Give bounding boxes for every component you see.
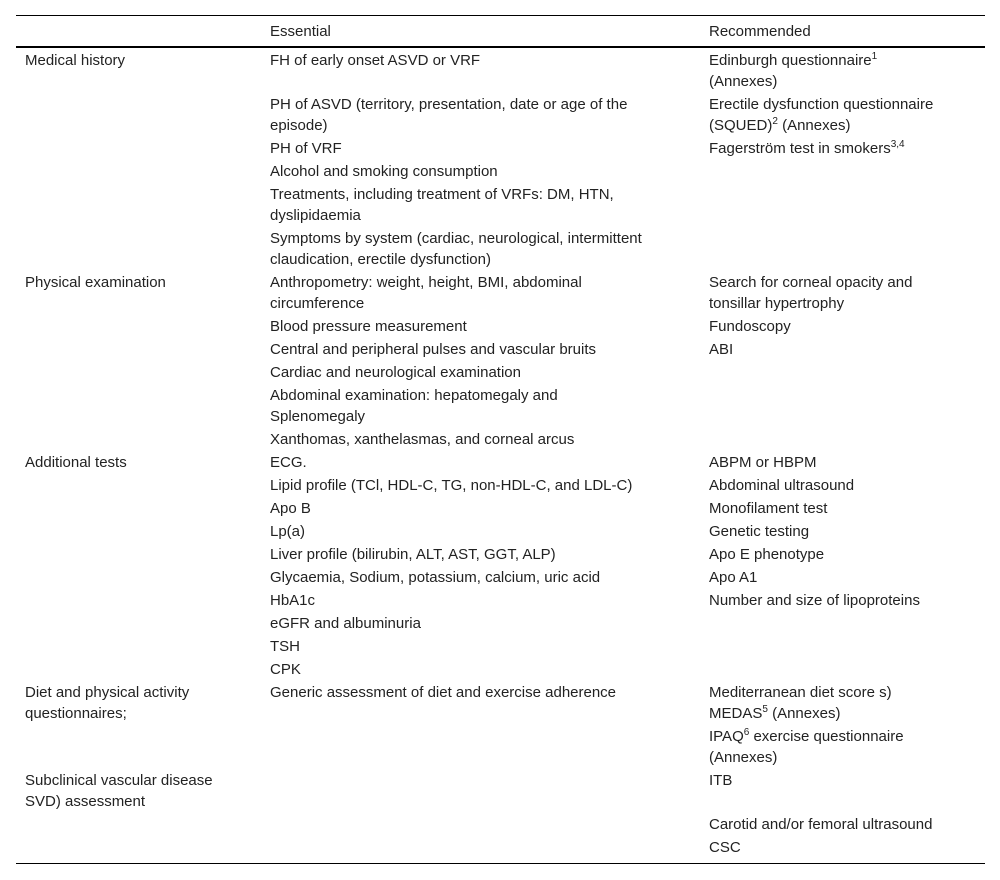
recommended-item: Mediterranean diet score s) — [709, 684, 892, 701]
category-svd-assessment: SVD) assessment — [25, 793, 146, 810]
recommended-item: Search for corneal opacity and — [709, 274, 913, 291]
essential-item: eGFR and albuminuria — [270, 615, 421, 632]
essential-item: Alcohol and smoking consumption — [270, 163, 498, 180]
recommended-text: (Annexes) — [767, 705, 841, 722]
recommended-item: (Annexes) — [709, 749, 778, 766]
top-rule — [16, 15, 985, 16]
essential-item: Abdominal examination: hepatomegaly and — [270, 387, 558, 404]
recommended-text: Edinburgh questionnaire — [709, 52, 872, 69]
recommended-text: (SQUED) — [709, 117, 773, 134]
recommended-text: exercise questionnaire — [749, 728, 904, 745]
recommended-item — [709, 50, 877, 71]
essential-item: Central and peripheral pulses and vascular bruits — [270, 341, 597, 358]
recommended-item: Genetic testing — [709, 523, 810, 540]
essential-item: PH of ASVD (territory, presentation, date or age of the — [270, 96, 628, 113]
recommended-text: IPAQ — [709, 728, 744, 745]
recommended-item: ABI — [709, 341, 734, 358]
essential-item: HbA1c — [270, 592, 316, 609]
header-essential: Essential — [270, 23, 331, 40]
recommended-text: MEDAS — [709, 705, 763, 722]
footnote-ref: 1 — [871, 51, 878, 62]
footnote-ref: 3,4 — [890, 139, 905, 150]
essential-item: circumference — [270, 295, 365, 312]
recommended-item: tonsillar hypertrophy — [709, 295, 845, 312]
essential-item: Generic assessment of diet and exercise adherence — [270, 684, 617, 701]
essential-item: episode) — [270, 117, 328, 134]
recommended-item: Apo A1 — [709, 569, 758, 586]
category-medical-history: Medical history — [25, 52, 126, 69]
recommended-item: Fundoscopy — [709, 318, 791, 335]
recommended-item: CSC — [709, 839, 741, 856]
essential-item: PH of VRF — [270, 140, 342, 157]
recommended-item: Carotid and/or femoral ultrasound — [709, 816, 933, 833]
footnote-ref: 6 — [743, 727, 750, 738]
essential-item: Lp(a) — [270, 523, 306, 540]
recommended-text: Fagerström test in smokers — [709, 140, 891, 157]
recommended-item: Erectile dysfunction questionnaire — [709, 96, 934, 113]
essential-item: Lipid profile (TCl, HDL-C, TG, non-HDL-C, and LDL-C) — [270, 477, 633, 494]
recommended-item — [709, 138, 905, 159]
recommended-item: (Annexes) — [709, 73, 778, 90]
essential-item: TSH — [270, 638, 300, 655]
category-svd-assessment: Subclinical vascular disease — [25, 772, 213, 789]
category-physical-examination: Physical examination — [25, 274, 166, 291]
recommended-item: ITB — [709, 772, 733, 789]
footnote-ref: 2 — [772, 116, 778, 127]
header-rule — [16, 46, 985, 48]
recommended-item — [709, 726, 904, 747]
header-recommended: Recommended — [709, 23, 811, 40]
recommended-item: Apo E phenotype — [709, 546, 825, 563]
category-diet-activity: questionnaires; — [25, 705, 127, 722]
recommended-text: (Annexes) — [777, 117, 851, 134]
essential-item: claudication, erectile dysfunction) — [270, 251, 491, 268]
recommended-item — [709, 703, 840, 724]
essential-item: ECG. — [270, 454, 307, 471]
essential-item: Liver profile (bilirubin, ALT, AST, GGT, ALP) — [270, 546, 556, 563]
footnote-ref: 5 — [762, 704, 768, 715]
recommended-item: Abdominal ultrasound — [709, 477, 855, 494]
essential-item: Glycaemia, Sodium, potassium, calcium, uric acid — [270, 569, 601, 586]
recommended-item — [709, 115, 850, 136]
essential-item: Splenomegaly — [270, 408, 366, 425]
essential-item: FH of early onset ASVD or VRF — [270, 52, 481, 69]
category-diet-activity: Diet and physical activity — [25, 684, 190, 701]
essential-item: Anthropometry: weight, height, BMI, abdominal — [270, 274, 582, 291]
essential-item: dyslipidaemia — [270, 207, 361, 224]
essential-item: Cardiac and neurological examination — [270, 364, 521, 381]
essential-item: Xanthomas, xanthelasmas, and corneal arcus — [270, 431, 575, 448]
essential-item: Treatments, including treatment of VRFs: DM, HTN, — [270, 186, 614, 203]
essential-item: Symptoms by system (cardiac, neurological, intermittent — [270, 230, 642, 247]
essential-item: CPK — [270, 661, 301, 678]
recommended-item: ABPM or HBPM — [709, 454, 817, 471]
category-additional-tests: Additional tests — [25, 454, 127, 471]
essential-item: Blood pressure measurement — [270, 318, 467, 335]
recommended-item: Number and size of lipoproteins — [709, 592, 920, 609]
recommended-item: Monofilament test — [709, 500, 828, 517]
bottom-rule — [16, 863, 985, 864]
essential-item: Apo B — [270, 500, 311, 517]
